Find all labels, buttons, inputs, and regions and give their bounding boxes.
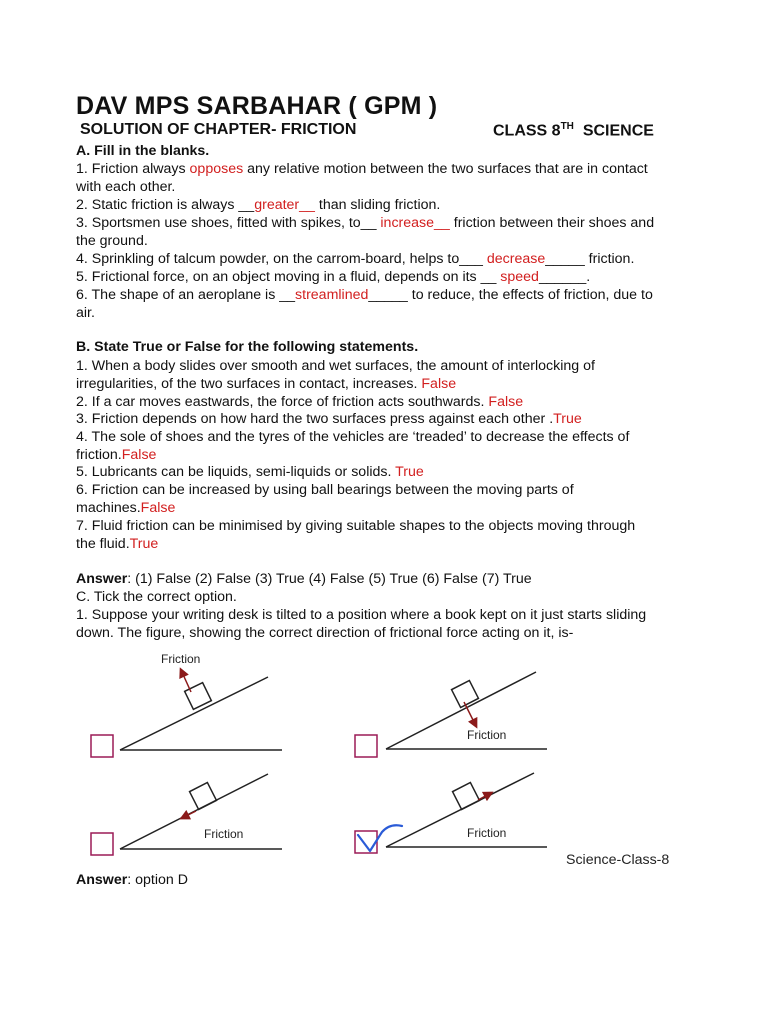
subject-label: SCIENCE bbox=[582, 122, 654, 140]
fill-blank-4: 4. Sprinkling of talcum powder, on the carrom-board, helps to___ decrease_____ friction. bbox=[76, 251, 635, 267]
option-d-friction-label: Friction bbox=[467, 826, 507, 840]
answer-label: Answer bbox=[76, 872, 128, 888]
answer-label: Answer bbox=[76, 571, 128, 587]
tf-7-line1: 7. Fluid friction can be minimised by giving suitable shapes to the objects moving through bbox=[76, 518, 636, 534]
fill-blank-1-line2: with each other. bbox=[76, 179, 176, 195]
tf-answer-4: False bbox=[121, 447, 157, 463]
footer-note: Science-Class-8 bbox=[566, 852, 670, 868]
option-a-incline bbox=[120, 677, 268, 750]
option-b bbox=[355, 672, 547, 757]
option-d-incline bbox=[386, 773, 534, 847]
chapter-title: SOLUTION OF CHAPTER- FRICTION bbox=[80, 121, 357, 138]
tf-6-line1: 6. Friction can be increased by using ball bearings between the moving parts of bbox=[76, 482, 574, 498]
blank-answer-3: increase__ bbox=[380, 215, 450, 231]
tf-2: 2. If a car moves eastwards, the force of friction acts southwards. False bbox=[76, 394, 524, 410]
fill-blank-2: 2. Static friction is always __greater__ than sliding friction. bbox=[76, 197, 441, 213]
option-d-block bbox=[453, 783, 480, 810]
blank-answer-2: greater__ bbox=[254, 197, 315, 213]
option-c-block bbox=[190, 783, 217, 810]
question-line1: 1. Suppose your writing desk is tilted to a position where a book kept on it just starts sliding bbox=[76, 607, 647, 623]
section-a-heading: A. Fill in the blanks. bbox=[76, 143, 210, 159]
option-c-checkbox[interactable] bbox=[91, 833, 113, 855]
tf-answer-1: False bbox=[421, 376, 457, 392]
tf-answer-6: False bbox=[140, 500, 176, 516]
option-d-friction-arrow bbox=[478, 793, 491, 800]
tf-answer-5: True bbox=[395, 464, 424, 480]
fill-blank-6-line2: air. bbox=[76, 305, 95, 321]
blank-answer-6: streamlined bbox=[295, 287, 369, 303]
tf-6-line2: machines.False bbox=[76, 500, 176, 516]
option-a-friction-arrow bbox=[181, 670, 191, 692]
option-c-friction-arrow bbox=[182, 811, 196, 818]
fill-blank-3-line1: 3. Sportsmen use shoes, fitted with spikes, to__ increase__ friction between their shoes and bbox=[76, 215, 655, 231]
question-line2: down. The figure, showing the correct direction of frictional force acting on it, is- bbox=[76, 625, 574, 641]
fill-blank-6-line1: 6. The shape of an aeroplane is __streamlined_____ to reduce, the effects of friction, due to bbox=[76, 287, 653, 303]
tf-4-line1: 4. The sole of shoes and the tyres of the vehicles are ‘treaded’ to decrease the effects of bbox=[76, 429, 630, 445]
section-c-answer: Answer: option D bbox=[76, 872, 188, 888]
tf-3: 3. Friction depends on how hard the two surfaces press against each other .True bbox=[76, 411, 582, 427]
tf-answer-3: True bbox=[553, 411, 582, 427]
tf-1-line1: 1. When a body slides over smooth and wet surfaces, the amount of interlocking of bbox=[76, 358, 595, 374]
option-c bbox=[91, 774, 282, 855]
blank-answer-5: speed bbox=[500, 269, 539, 285]
section-b-answer: Answer: (1) False (2) False (3) True (4) False (5) True (6) False (7) True bbox=[76, 571, 532, 587]
option-a-friction-label: Friction bbox=[161, 652, 201, 666]
option-a-checkbox[interactable] bbox=[91, 735, 113, 757]
tf-answer-2: False bbox=[488, 394, 524, 410]
tf-7-line2: the fluid.True bbox=[76, 536, 159, 552]
section-c-heading: C. Tick the correct option. bbox=[76, 589, 237, 605]
blank-answer-4: decrease bbox=[486, 251, 546, 267]
option-d bbox=[355, 773, 547, 853]
fill-blank-1-line1: 1. Friction always opposes any relative motion between the two surfaces that are in contact bbox=[76, 161, 648, 177]
tf-1-line2: irregularities, of the two surfaces in contact, increases. False bbox=[76, 376, 457, 392]
section-b-heading: B. State True or False for the following statements. bbox=[76, 339, 419, 355]
blank-answer-1: opposes bbox=[189, 161, 244, 177]
option-b-friction-label: Friction bbox=[467, 728, 507, 742]
option-b-incline bbox=[386, 672, 536, 749]
class-superscript: TH bbox=[560, 121, 574, 132]
option-c-friction-label: Friction bbox=[204, 827, 244, 841]
school-title: DAV MPS SARBAHAR ( GPM ) bbox=[76, 92, 438, 120]
tf-5: 5. Lubricants can be liquids, semi-liquids or solids. True bbox=[76, 464, 424, 480]
fill-blank-3-line2: the ground. bbox=[76, 233, 148, 249]
tf-4-line2: friction.False bbox=[76, 447, 157, 463]
tf-answer-7: True bbox=[129, 536, 159, 552]
class-label: CLASS 8 bbox=[493, 122, 561, 140]
class-subject bbox=[493, 121, 654, 140]
option-b-checkbox[interactable] bbox=[355, 735, 377, 757]
friction-options-figure bbox=[0, 640, 768, 880]
fill-blank-5: 5. Frictional force, on an object moving in a fluid, depends on its __ speed______. bbox=[76, 269, 591, 285]
option-a bbox=[91, 652, 282, 757]
